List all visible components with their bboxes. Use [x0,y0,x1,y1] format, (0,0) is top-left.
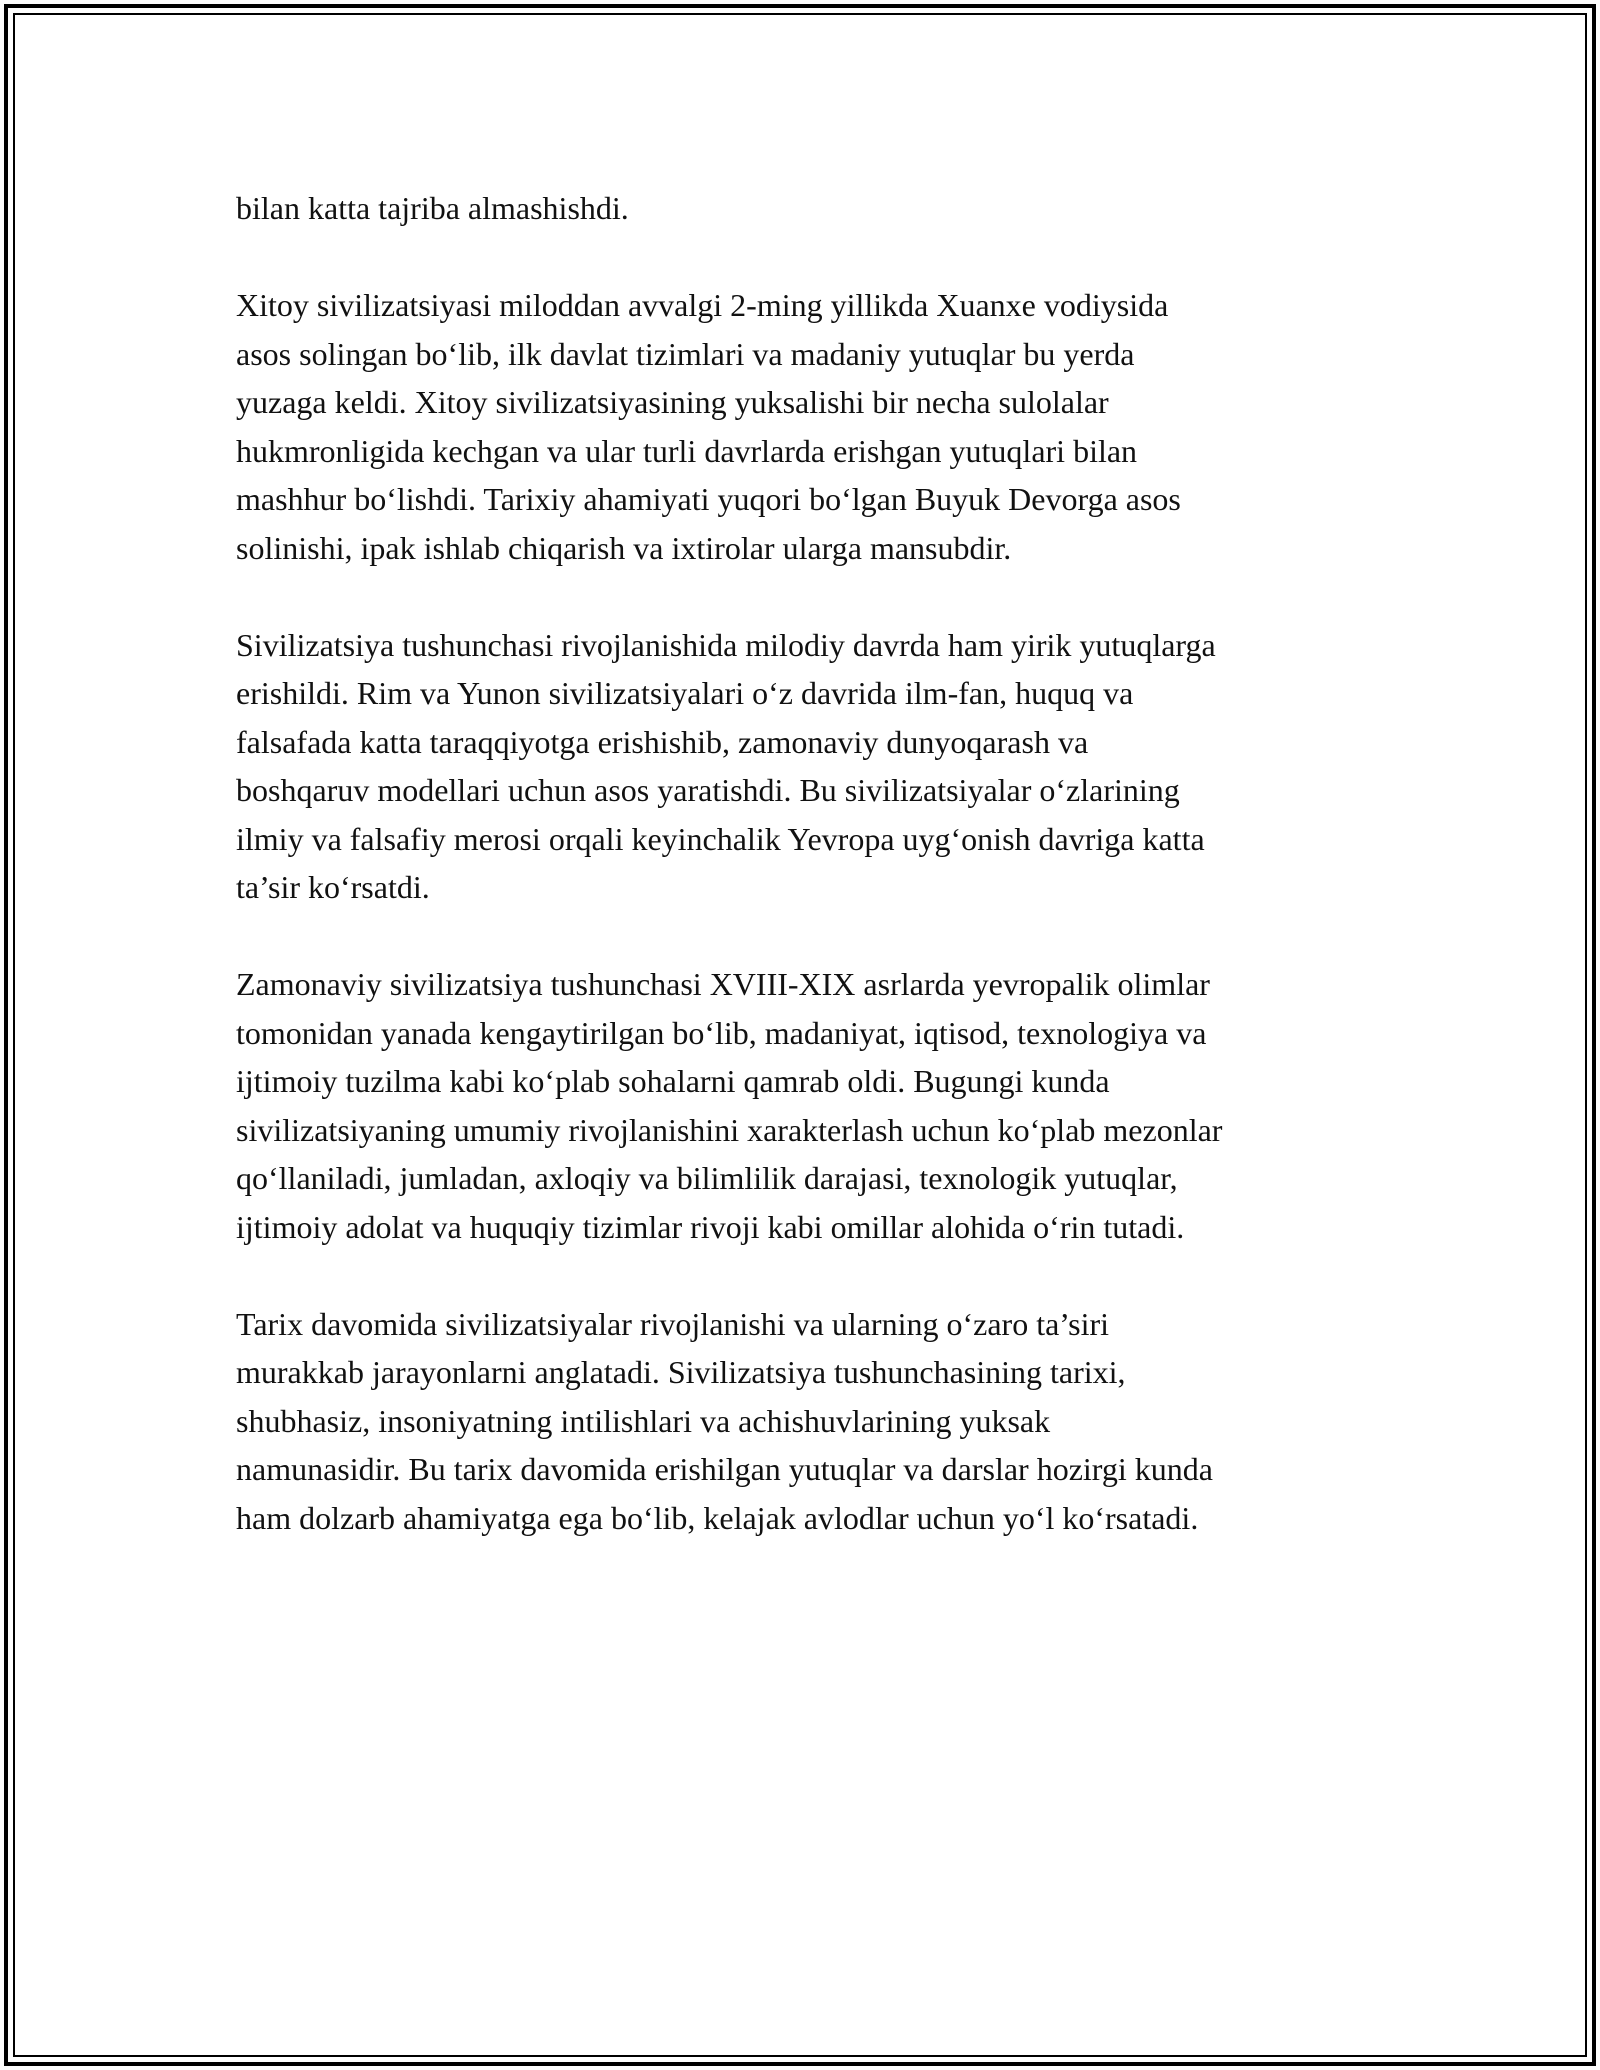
paragraph-rome-greece: Sivilizatsiya tushunchasi rivojlanishida milodiy davrda ham yirik yutuqlarga erishildi. Rim va Yunon sivilizatsiyalari o‘z davrida ilm-fan, huquq va falsafada katta taraqqiyotga erishishib, zamonaviy dunyoqarash va boshqaruv modellari uchun asos yaratishdi. Bu sivilizatsiyalar o‘zlarining ilmiy va falsafiy merosi orqali keyinchalik Yevropa uyg‘onish davriga katta ta’sir ko‘rsatdi. [236,626,1216,905]
paragraph-modern-civilization: Zamonaviy sivilizatsiya tushunchasi XVIII-XIX asrlarda yevropalik olimlar tomonidan yanada kengaytirilgan bo‘lib, madaniyat, iqtisod, texnologiya va ijtimoiy tuzilma kabi ko‘plab sohalarni qamrab oldi. Bugungi kunda sivilizatsiyaning umumiy rivojlanishini xarakterlash uchun ko‘plab mezonlar qo‘llaniladi, jumladan, axloqiy va bilimlilik darajasi, texnologik yutuqlar, ijtimoiy adolat va huquqiy tizimlar rivoji kabi omillar alohida o‘rin tutadi. [236,966,1223,1245]
paragraph-chinese-civilization: Xitoy sivilizatsiyasi miloddan avvalgi 2-ming yillikda Xuanxe vodiysida asos solingan bo‘lib, ilk davlat tizimlari va madaniy yutuqlar bu yerda yuzaga keldi. Xitoy sivilizatsiyasining yuksalishi bir necha sulolalar hukmronligida kechgan va ular turli davrlarda erishgan yutuqlari bilan mashhur bo‘lishdi. Tarixiy ahamiyati yuqori bo‘lgan Buyuk Devorga asos solinishi, ipak ishlab chiqarish va ixtirolar ularga mansubdir. [236,287,1181,566]
document-body [236,184,1386,1591]
paragraph-conclusion: Tarix davomida sivilizatsiyalar rivojlanishi va ularning o‘zaro ta’siri murakkab jarayonlarni anglatadi. Sivilizatsiya tushunchasining tarixi, shubhasiz, insoniyatning intilishlari va achishuvlarining yuksak namunasidir. Bu tarix davomida erishilgan yutuqlar va darslar hozirgi kunda ham dolzarb ahamiyatga ega bo‘lib, kelajak avlodlar uchun yo‘l ko‘rsatadi. [236,1305,1213,1536]
paragraph-continuation: bilan katta tajriba almashishdi. [236,190,629,226]
